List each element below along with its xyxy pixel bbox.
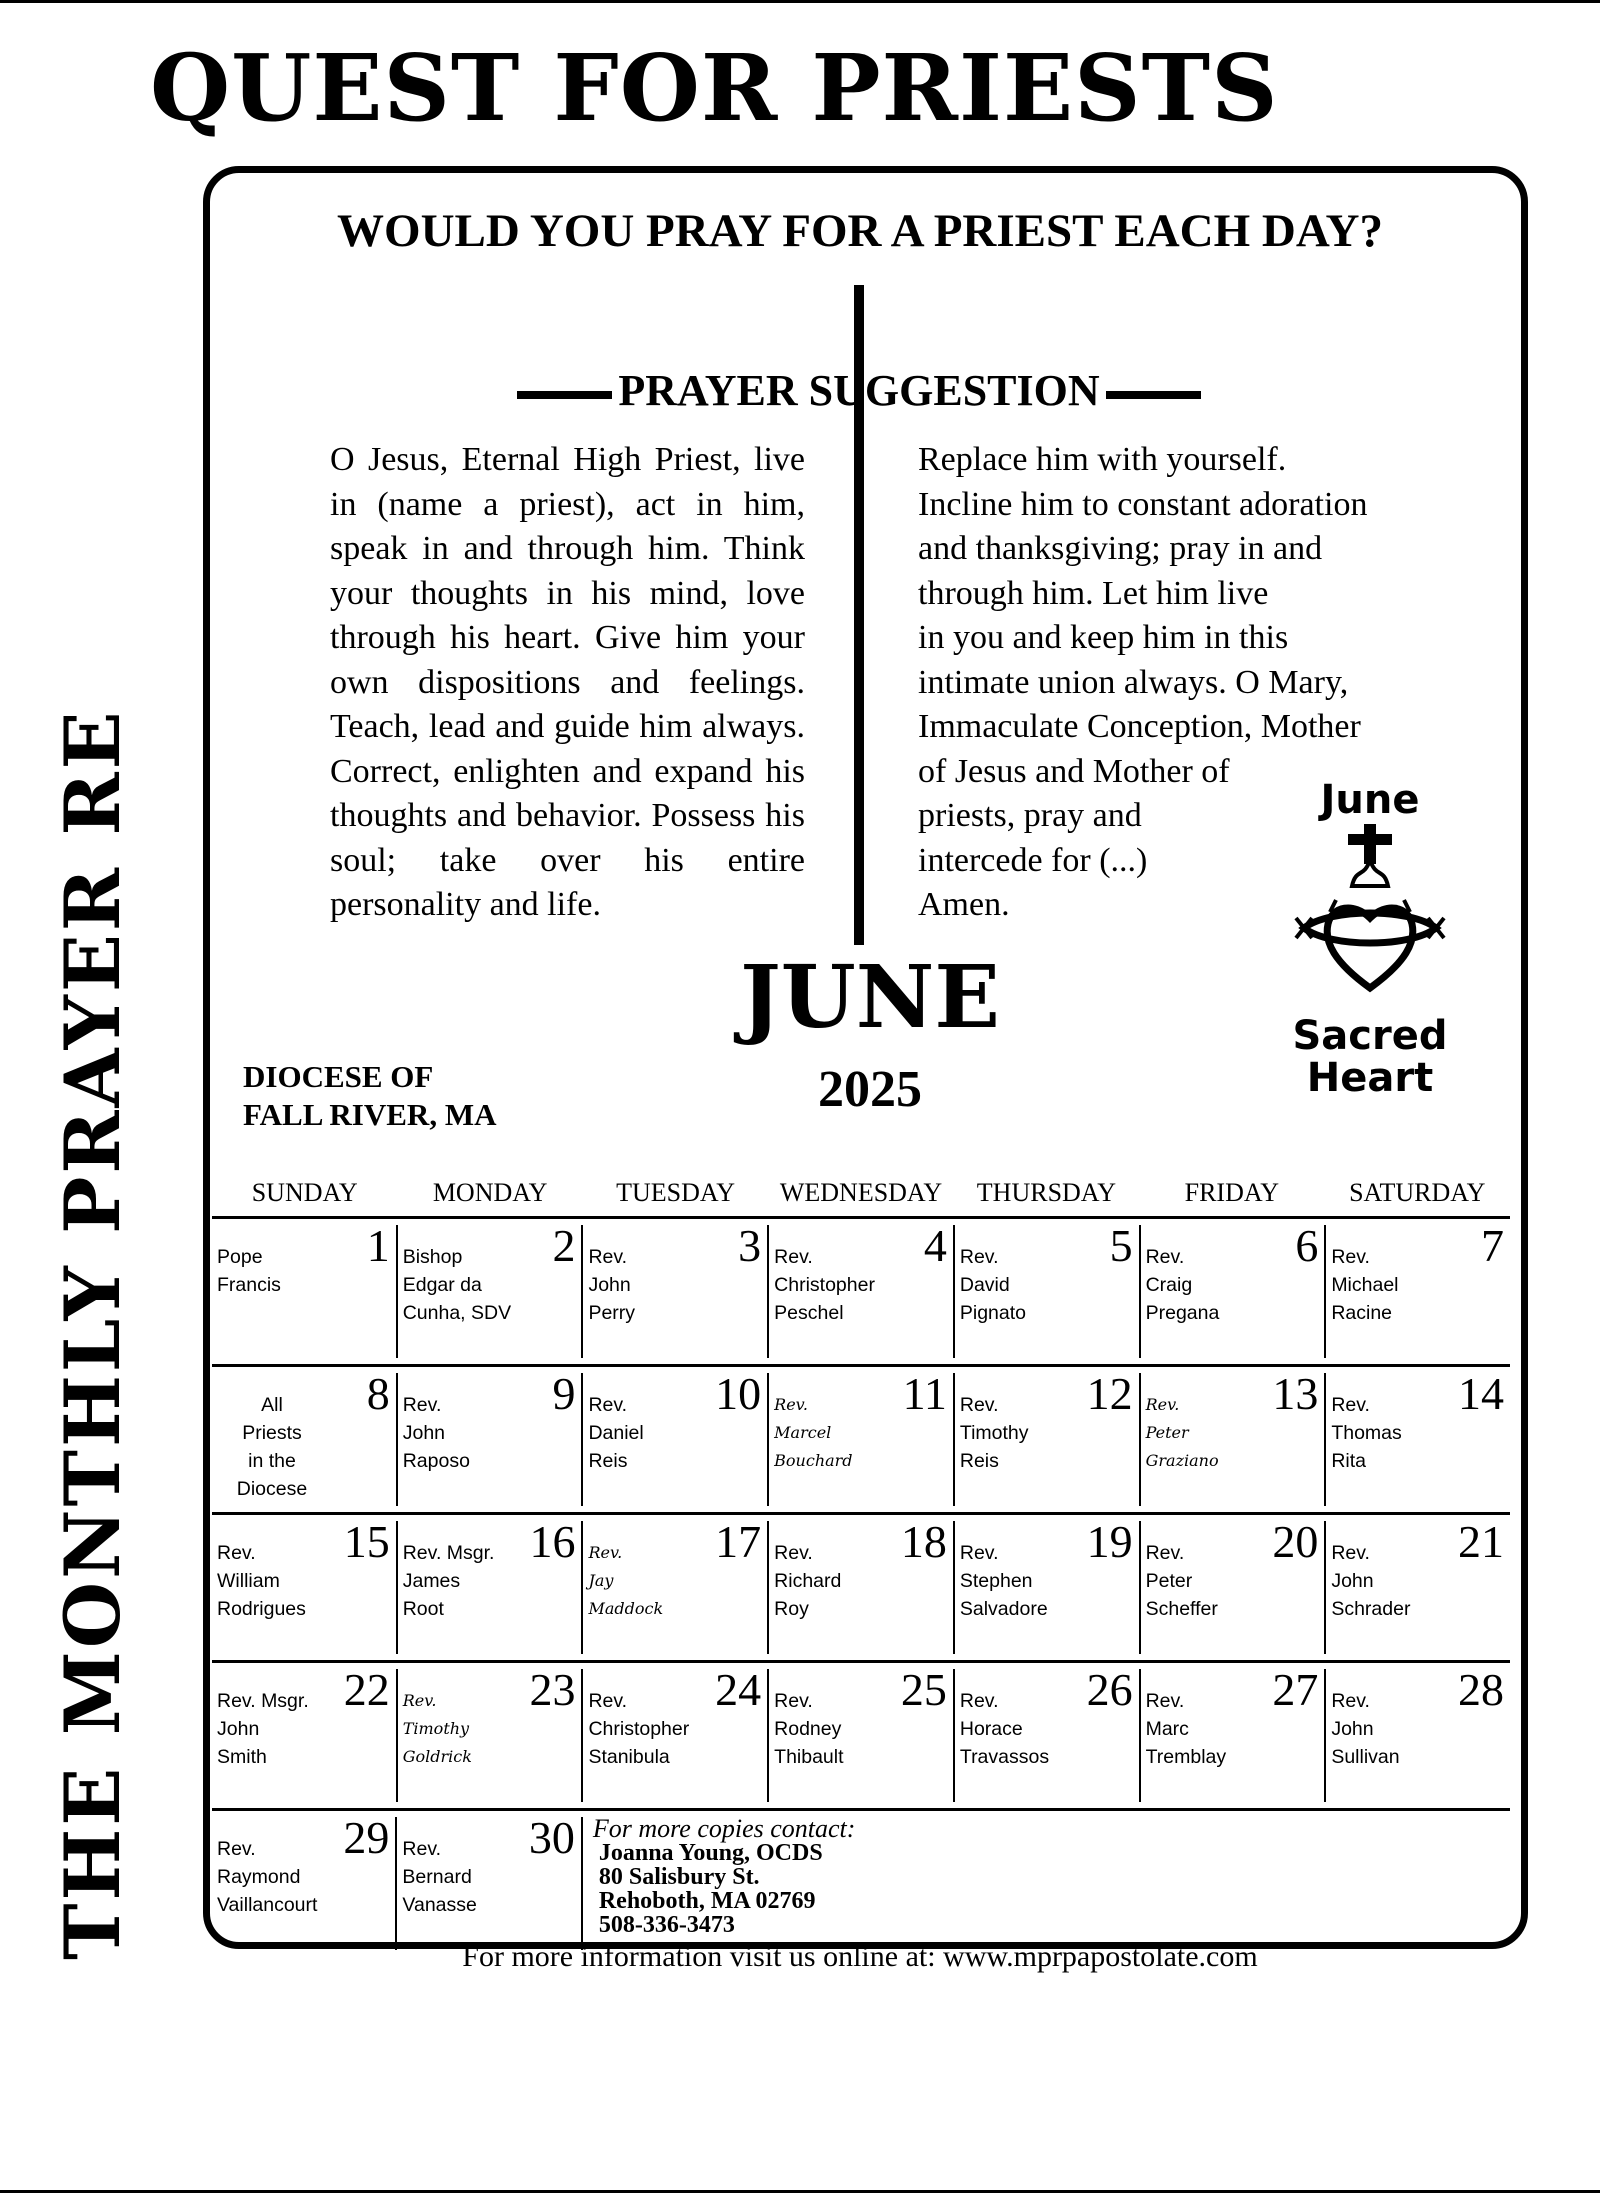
priest-name: Rev. Bernard Vanasse	[402, 1838, 477, 1916]
diocese-line: DIOCESE OF	[243, 1059, 434, 1094]
top-title: QUEST FOR PRIESTS	[150, 34, 1279, 142]
prayer-line: Incline him to constant adoration	[918, 485, 1368, 523]
day-number: 11	[902, 1368, 947, 1419]
calendar-day-cell	[212, 1664, 396, 1802]
day-number: 17	[715, 1516, 762, 1567]
calendar-day-cell	[212, 1812, 395, 1950]
calendar-day-cell	[1324, 1516, 1510, 1654]
priest-name: Rev. Richard Roy	[774, 1542, 842, 1620]
weekday-header-row	[212, 1178, 1510, 1216]
prayer-line: intimate union always. O Mary,	[918, 663, 1349, 701]
weekday-header: FRIDAY	[1184, 1178, 1280, 1207]
day-number: 6	[1295, 1220, 1319, 1271]
calendar-day-cell	[953, 1220, 1139, 1358]
day-number: 29	[343, 1812, 390, 1863]
prayer-line: through him. Let him live	[918, 574, 1269, 612]
day-number: 19	[1086, 1516, 1133, 1567]
prayer-line: Immaculate Conception, Mother	[918, 708, 1361, 745]
day-number: 27	[1272, 1664, 1319, 1715]
calendar-week-row	[212, 1512, 1510, 1660]
priest-name: Bishop Edgar da Cunha, SDV	[402, 1246, 512, 1324]
dash-right	[1106, 391, 1201, 399]
priest-name: Rev. William Rodrigues	[217, 1542, 306, 1620]
calendar-day-cell	[212, 1368, 396, 1506]
prayer-line: of Jesus and Mother of	[918, 752, 1230, 790]
priest-name: Rev. John Perry	[588, 1246, 636, 1324]
priest-name: Rev. Michael Racine	[1331, 1246, 1399, 1324]
calendar-day-cell	[767, 1664, 953, 1802]
day-number: 16	[529, 1516, 576, 1567]
prayer-text-left: O Jesus, Eternal High Priest, live in (name a priest), act in him, speak in and through him. Think your thoughts in his mind, love through his heart. Give him your own dispositions and feelings. Teach, lead and guide him always. Correct, enlighten and expand his thoughts and behavior. Possess his soul; take over his entire personality and life.	[330, 441, 805, 923]
day-number: 14	[1458, 1368, 1505, 1419]
footer-info: For more information visit us online at: www.mprpapostolate.com	[462, 1940, 1258, 1973]
calendar-week-row	[212, 1660, 1510, 1808]
weekday-header: WEDNESDAY	[779, 1178, 943, 1207]
priest-name: Rev. Jay Maddock	[588, 1543, 664, 1618]
calendar-day-cell	[396, 1220, 582, 1358]
priest-name: Rev. Christopher Stanibula	[588, 1690, 690, 1768]
priest-name: Rev. Horace Travassos	[959, 1690, 1050, 1768]
calendar	[212, 1178, 1510, 1956]
calendar-day-cell	[1139, 1368, 1325, 1506]
day-number: 25	[900, 1664, 947, 1715]
prayer-heading-text: PRAYER SUGGESTION	[618, 366, 1100, 415]
calendar-day-cell	[212, 1220, 396, 1358]
calendar-day-cell	[767, 1516, 953, 1654]
calendar-day-cell	[581, 1368, 767, 1506]
calendar-day-cell	[1139, 1220, 1325, 1358]
sacred-heart-icon	[1270, 820, 1470, 1010]
contact-heading: For more copies contact:	[592, 1814, 856, 1843]
diocese-line: FALL RIVER, MA	[243, 1097, 497, 1132]
weekday-header: TUESDAY	[616, 1178, 736, 1207]
day-number: 3	[738, 1220, 762, 1271]
priest-name: Rev. Thomas Rita	[1331, 1394, 1402, 1472]
month-title: JUNE	[740, 947, 1000, 1048]
calendar-week-row	[212, 1216, 1510, 1364]
weekday-header: SATURDAY	[1349, 1178, 1486, 1207]
priest-name: Rev. Raymond Vaillancourt	[217, 1838, 318, 1916]
day-number: 9	[552, 1368, 576, 1419]
day-number: 24	[715, 1664, 762, 1715]
day-number: 20	[1272, 1516, 1319, 1567]
priest-name: Rev. Rodney Thibault	[774, 1690, 844, 1768]
day-number: 15	[343, 1516, 390, 1567]
priest-name: Rev. John Schrader	[1331, 1542, 1411, 1620]
logo-month: June	[1320, 777, 1420, 823]
calendar-day-cell	[953, 1516, 1139, 1654]
priest-name: Rev. Msgr. James Root	[402, 1542, 495, 1620]
day-number: 22	[343, 1664, 390, 1715]
page-top-rule	[0, 0, 1600, 3]
priest-name: Rev. Craig Pregana	[1145, 1246, 1220, 1324]
priest-name: Rev. Timothy Reis	[959, 1394, 1029, 1472]
day-number: 7	[1481, 1220, 1505, 1271]
prayer-line: intercede for (...)	[918, 841, 1148, 879]
priest-name: Rev. Christopher Peschel	[774, 1246, 875, 1324]
priest-name: All Priests in the Diocese	[236, 1394, 308, 1500]
calendar-day-cell	[767, 1220, 953, 1358]
weekday-header: THURSDAY	[976, 1178, 1116, 1207]
day-number: 26	[1086, 1664, 1133, 1715]
calendar-day-cell	[1139, 1516, 1325, 1654]
calendar-day-cell	[1324, 1220, 1510, 1358]
day-number: 12	[1086, 1368, 1133, 1419]
calendar-day-cell	[1324, 1368, 1510, 1506]
sacred-heart-logo	[1270, 777, 1470, 1101]
weekday-header: SUNDAY	[251, 1178, 358, 1207]
prayer-line: Amen.	[918, 886, 1010, 923]
prayer-line: Replace him with yourself.	[918, 441, 1287, 478]
day-number: 5	[1109, 1220, 1133, 1271]
prayer-line: in you and keep him in this	[918, 619, 1289, 656]
calendar-day-cell	[953, 1664, 1139, 1802]
priest-name: Rev. Peter Scheffer	[1145, 1542, 1218, 1620]
calendar-week-row	[212, 1808, 1510, 1956]
contact-line: 80 Salisbury St.	[598, 1864, 760, 1890]
prayer-line: priests, pray and	[918, 797, 1142, 834]
calendar-day-cell	[1139, 1664, 1325, 1802]
calendar-day-cell	[395, 1812, 580, 1950]
calendar-weeks	[212, 1216, 1510, 1956]
priest-name: Rev. David Pignato	[959, 1246, 1027, 1324]
contact-line: 508-336-3473	[598, 1912, 735, 1938]
question-heading: WOULD YOU PRAY FOR A PRIEST EACH DAY?	[337, 205, 1383, 257]
calendar-day-cell	[212, 1516, 396, 1654]
year: 2025	[818, 1061, 922, 1118]
day-number: 28	[1458, 1664, 1505, 1715]
priest-name: Rev. John Sullivan	[1331, 1690, 1400, 1768]
priest-name: Rev. Daniel Reis	[588, 1394, 644, 1472]
weekday-header: MONDAY	[432, 1178, 548, 1207]
logo-caption: Heart	[1306, 1055, 1434, 1101]
day-number: 23	[529, 1664, 576, 1715]
day-number: 13	[1272, 1368, 1319, 1419]
day-number: 2	[552, 1220, 576, 1271]
priest-name: Rev. Timothy Goldrick	[402, 1691, 472, 1766]
dash-left	[517, 391, 612, 399]
calendar-day-cell	[581, 1664, 767, 1802]
calendar-day-cell	[396, 1368, 582, 1506]
vertical-title: THE MONTHLY PRAYER RE	[48, 708, 137, 1960]
priest-name: Rev. Peter Graziano	[1145, 1395, 1219, 1470]
priest-name: Rev. John Raposo	[402, 1394, 470, 1472]
diocese-label	[243, 1058, 496, 1134]
calendar-day-cell	[1324, 1664, 1510, 1802]
contact-line: Joanna Young, OCDS	[598, 1840, 823, 1866]
prayer-line: and thanksgiving; pray in and	[918, 530, 1323, 567]
calendar-day-cell	[581, 1220, 767, 1358]
calendar-day-cell	[767, 1368, 953, 1506]
day-number: 8	[366, 1368, 390, 1419]
prayer-heading	[505, 365, 1213, 416]
day-number: 21	[1458, 1516, 1505, 1567]
contact-line: Rehoboth, MA 02769	[598, 1888, 816, 1914]
calendar-week-row	[212, 1364, 1510, 1512]
priest-name: Rev. Marc Tremblay	[1145, 1690, 1227, 1768]
logo-caption: Sacred	[1292, 1013, 1448, 1059]
calendar-day-cell	[581, 1516, 767, 1654]
day-number: 30	[528, 1812, 575, 1863]
day-number: 4	[923, 1220, 947, 1271]
calendar-day-cell	[396, 1516, 582, 1654]
day-number: 10	[715, 1368, 762, 1419]
day-number: 18	[900, 1516, 947, 1567]
priest-name: Rev. Stephen Salvadore	[959, 1542, 1048, 1620]
calendar-day-cell	[396, 1664, 582, 1802]
calendar-day-cell	[953, 1368, 1139, 1506]
page-bottom-rule	[0, 2190, 1600, 2193]
priest-name: Rev. Marcel Bouchard	[774, 1395, 853, 1470]
priest-name: Rev. Msgr. John Smith	[217, 1690, 309, 1768]
contact-block	[581, 1814, 1510, 1950]
priest-name: Pope Francis	[217, 1246, 281, 1296]
day-number: 1	[366, 1220, 390, 1271]
